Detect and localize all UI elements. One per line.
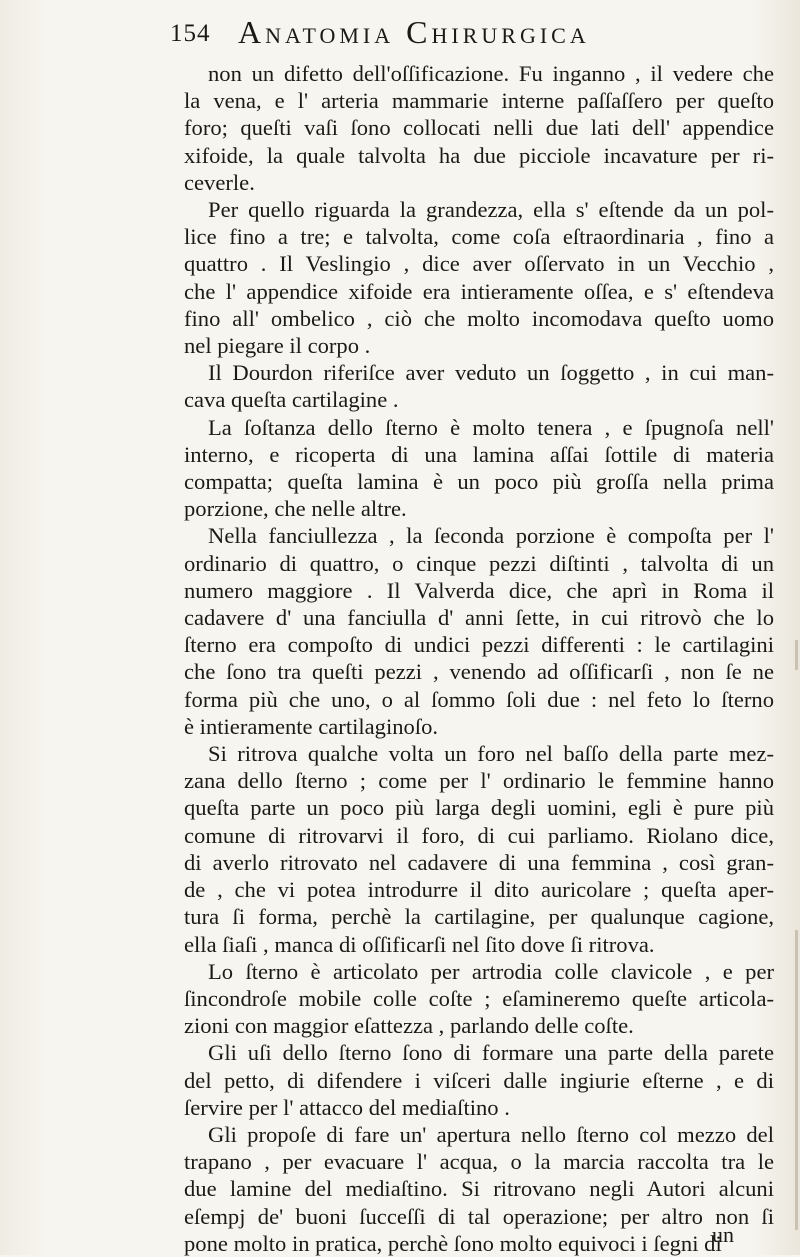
paragraph: [184, 740, 774, 958]
text-line: forma più che uno, o al ſommo ſoli due : nel feto lo ſterno: [184, 686, 774, 712]
text-line: Gli propoſe di fare un' apertura nello ſterno col mezzo del: [208, 1121, 774, 1147]
text-line: de , che vi potea introdurre il dito auricolare ; queſta aper-: [184, 877, 774, 903]
body-text: [184, 60, 774, 1257]
text-line: foro; queſti vaſi ſono collocati nelli due lati dell' appendice: [184, 115, 774, 141]
page-header: [170, 14, 770, 54]
text-line: non un difetto dell'oſſificazione. Fu inganno , il vedere che: [208, 61, 774, 86]
paragraph: [184, 522, 774, 740]
text-line: Si ritrova qualche volta un foro nel baſſo della parte mez-: [208, 741, 774, 767]
text-line: interno, e ricoperta di una lamina aſſai ſottile di materia: [184, 441, 774, 467]
text-line: xifoide, la quale talvolta ha due picciole incavature per ri-: [184, 142, 774, 168]
text-line: la vena, e l' arteria mammarie interne paſſaſſero per queſto: [184, 88, 774, 114]
paragraph: [184, 1039, 774, 1121]
page-number: 154: [170, 20, 211, 47]
text-line: tura ſi forma, perchè la cartilagine, per qualunque cagione,: [184, 904, 774, 930]
text-line: ſervire per l' attacco del mediaſtino .: [184, 1094, 510, 1120]
text-line: del petto, di difendere i viſceri dalle ingiurie eſterne , e di: [184, 1067, 774, 1093]
paragraph: [184, 958, 774, 1040]
text-line: zioni con maggior eſattezza , parlando delle coſte.: [184, 1013, 634, 1039]
paragraph: [184, 1121, 774, 1257]
text-line: è intieramente cartilaginoſo.: [184, 713, 439, 739]
text-line: Il Dourdon riferiſce aver veduto un ſoggetto , in cui man-: [208, 360, 774, 386]
paragraph: [184, 60, 774, 196]
text-line: eſempj de' buoni ſucceſſi di tal operazione; per altro non ſi: [184, 1203, 774, 1229]
text-line: cava queſta cartilagine .: [184, 387, 399, 413]
text-line: queſta parte un poco più larga degli uomini, egli è pure più: [184, 795, 774, 821]
text-line: ordinario di quattro, o cinque pezzi diſtinti , talvolta di un: [184, 550, 774, 576]
page-edge-mark: [795, 930, 798, 1230]
text-line: La ſoſtanza dello ſterno è molto tenera , e ſpugnoſa nell': [208, 414, 774, 440]
paragraph: [184, 359, 774, 413]
text-line: due lamine del mediaſtino. Si ritrovano negli Autori alcuni: [184, 1176, 774, 1202]
text-line: che ſono tra queſti pezzi , venendo ad oſſificarſi , non ſe ne: [184, 659, 774, 685]
text-line: fino all' ombelico , ciò che molto incomodava queſto uomo: [184, 305, 774, 331]
text-line: ella ſiaſi , manca di oſſificarſi nel ſito dove ſi ritrova.: [184, 931, 655, 957]
text-line: comune di ritrovarvi il foro, di cui parliamo. Riolano dice,: [184, 822, 774, 848]
text-line: porzione, che nelle altre.: [184, 496, 407, 522]
running-title: Anatomia Chirurgica: [238, 14, 590, 50]
catchword: un: [712, 1222, 734, 1247]
text-line: quattro . Il Veslingio , dice aver oſſervato in un Vecchio ,: [184, 251, 774, 277]
text-line: Lo ſterno è articolato per artrodia colle clavicole , e per: [208, 958, 774, 984]
text-line: ceverle.: [184, 169, 255, 195]
text-line: di averlo ritrovato nel cadavere di una femmina , così gran-: [184, 849, 774, 875]
text-line: numero maggiore . Il Valverda dice, che aprì in Roma il: [184, 577, 774, 603]
text-line: zana dello ſterno ; come per l' ordinario le femmine hanno: [184, 768, 774, 794]
text-line: cadavere d' una fanciulla d' anni ſette, in cui ritrovò che lo: [184, 605, 774, 631]
text-line: trapano , per evacuare l' acqua, o la marcia raccolta tra le: [184, 1149, 774, 1175]
paragraph: [184, 414, 774, 523]
text-line: ſincondroſe mobile colle coſte ; eſamineremo queſte articola-: [184, 985, 774, 1011]
text-line: che l' appendice xifoide era intieramente oſſea, e s' eſtendeva: [184, 278, 774, 304]
text-line: compatta; queſta lamina è un poco più groſſa nella prima: [184, 469, 774, 495]
text-line: Per quello riguarda la grandezza, ella s' eſtende da un pol-: [208, 197, 774, 223]
text-line: pone molto in pratica, perchè ſono molto equivoci i ſegni di: [184, 1230, 722, 1256]
text-line: ſterno era compoſto di undici pezzi differenti : le cartilagini: [184, 632, 774, 658]
paragraph: [184, 196, 774, 359]
text-line: Gli uſi dello ſterno ſono di formare una parte della parete: [208, 1040, 774, 1066]
text-line: Nella fanciullezza , la ſeconda porzione è compoſta per l': [208, 523, 774, 549]
text-line: nel piegare il corpo .: [184, 333, 371, 359]
text-line: lice fino a tre; e talvolta, come coſa eſtraordinaria , fino a: [184, 224, 774, 250]
page-edge-mark: [795, 640, 798, 670]
